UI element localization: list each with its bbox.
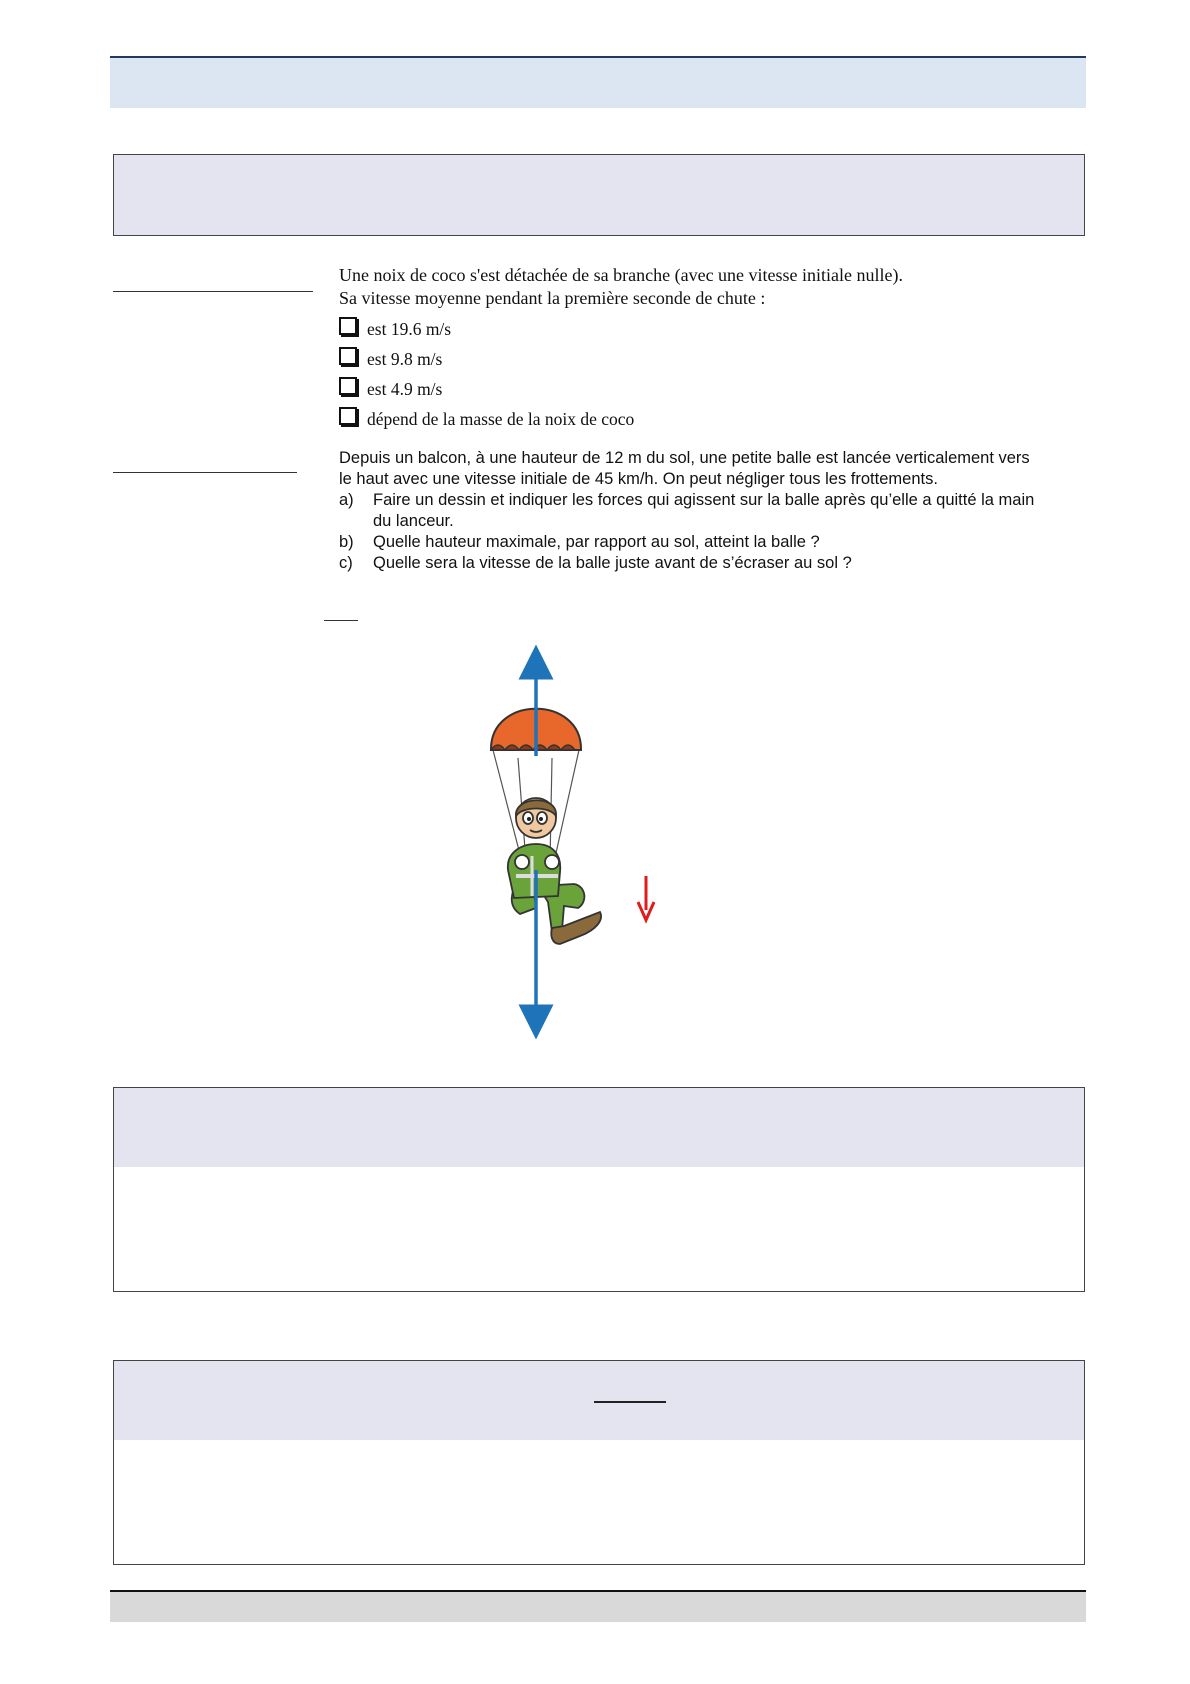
item-text: Quelle hauteur maximale, par rapport au sol, atteint la balle ? xyxy=(373,533,820,551)
question-1-line-2: Sa vitesse moyenne pendant la première seconde de chute : xyxy=(339,288,766,308)
item-text: Faire un dessin et indiquer les forces qui agissent sur la balle après qu’elle a quitté la main du lanceur. xyxy=(373,491,1035,530)
question-2-intro-line-2: le haut avec une vitesse initiale de 45 km/h. On peut négliger tous les frottements. xyxy=(339,470,938,488)
header-band xyxy=(110,56,1086,108)
item-letter: c) xyxy=(339,554,353,572)
item-text: Quelle sera la vitesse de la balle juste avant de s’écraser au sol ? xyxy=(373,554,852,572)
answer-box-2-header xyxy=(114,1361,1084,1440)
option-label: est 4.9 m/s xyxy=(367,378,443,399)
option-1[interactable] xyxy=(339,314,1099,344)
item-letter: b) xyxy=(339,533,354,551)
question-2-item-a xyxy=(339,490,1079,532)
option-label: est 9.8 m/s xyxy=(367,348,443,369)
option-label: est 19.6 m/s xyxy=(367,318,452,339)
option-2[interactable] xyxy=(339,344,1099,374)
answer-box-2 xyxy=(113,1360,1085,1565)
item-letter: a) xyxy=(339,491,354,509)
margin-rule-question-1 xyxy=(113,291,313,292)
checkbox-icon[interactable] xyxy=(339,347,357,365)
answer-box-1-header xyxy=(114,1088,1084,1167)
checkbox-icon[interactable] xyxy=(339,407,357,425)
question-2-item-b xyxy=(339,532,1079,553)
question-1-options xyxy=(339,314,1099,434)
checkbox-icon[interactable] xyxy=(339,377,357,395)
parachutist-person-icon xyxy=(508,798,601,944)
question-1-line-1: Une noix de coco s'est détachée de sa branche (avec une vitesse initiale nulle). xyxy=(339,265,904,285)
short-rule xyxy=(324,620,358,621)
parachutist-figure xyxy=(470,640,700,1040)
question-2-item-c xyxy=(339,553,1079,574)
option-4[interactable] xyxy=(339,404,1099,434)
checkbox-icon[interactable] xyxy=(339,317,357,335)
question-1 xyxy=(339,264,1099,434)
title-box xyxy=(113,154,1085,236)
option-3[interactable] xyxy=(339,374,1099,404)
small-red-arrow xyxy=(638,876,654,920)
header-underline xyxy=(594,1401,666,1403)
option-label: dépend de la masse de la noix de coco xyxy=(367,408,635,429)
question-2 xyxy=(339,448,1079,574)
answer-box-1 xyxy=(113,1087,1085,1292)
footer-band xyxy=(110,1592,1086,1622)
question-2-intro-line-1: Depuis un balcon, à une hauteur de 12 m du sol, une petite balle est lancée verticalement vers xyxy=(339,449,1030,467)
title-box-header xyxy=(114,155,1084,235)
margin-rule-question-2 xyxy=(113,472,297,473)
